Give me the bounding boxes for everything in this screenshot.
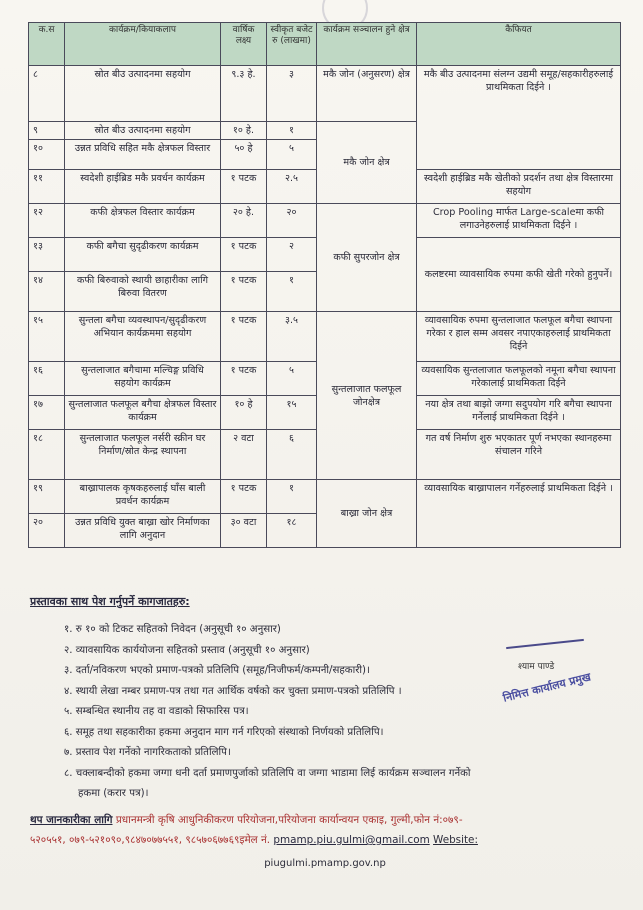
row-program: स्रोत बीउ उत्पादनमा सहयोग	[65, 122, 221, 140]
row-program: उन्नत प्रविधि सहित मकै क्षेत्रफल विस्तार	[65, 140, 221, 170]
documents-list	[64, 620, 624, 805]
list-item: ६. समूह तथा सहकारीका हकमा अनुदान माग गर्न गरिएको संस्थाको निर्णयको प्रतिलिपि।	[64, 726, 384, 738]
row-sn: १७	[29, 396, 65, 430]
list-item: १. रु १० को टिकट सहितको निवेदन (अनुसूची १० अनुसार)	[64, 624, 281, 635]
row-program: उन्नत प्रविधि युक्त बाख्रा खोर निर्माणका लागि अनुदान	[65, 514, 221, 548]
row-target: १ पटक	[221, 312, 267, 362]
row-area: मकै जोन क्षेत्र	[317, 122, 417, 204]
table-header-row	[29, 23, 621, 66]
row-remarks: कलष्टरमा व्यावसायिक रुपमा कफी खेती गरेको हुनुपर्ने।	[417, 238, 621, 312]
row-remarks: स्वदेशी हाईब्रिड मकै खेतीको प्रदर्शन तथा क्षेत्र विस्तारमा सहयोग	[417, 170, 621, 204]
row-sn: २०	[29, 514, 65, 548]
row-remarks: नया क्षेत्र तथा बाझो जग्गा सदुपयोग गरि बगैचा स्थापना गर्नेलाई प्राथमिकता दिईने ।	[417, 396, 621, 430]
documents-section-title: प्रस्तावका साथ पेश गर्नुपर्ने कागजातहरु:	[30, 595, 190, 608]
row-area: कफी सुपरजोन क्षेत्र	[317, 204, 417, 312]
row-sn: १२	[29, 204, 65, 238]
header-annual-target: वार्षिक लक्ष्य	[221, 23, 267, 66]
row-program: सुन्तला बगैचा व्यवस्थापन/सुदृढीकरण अभियान कार्यक्रममा सहयोग	[65, 312, 221, 362]
row-budget: ६	[267, 430, 317, 480]
row-target: १ पटक	[221, 238, 267, 272]
row-target: १ पटक	[221, 170, 267, 204]
row-budget: ५	[267, 140, 317, 170]
header-budget: स्वीकृत बजेट रु (लाखमा)	[267, 23, 317, 66]
list-item: ७. प्रस्ताव पेश गर्नेको नागरिकताको प्रतिलिपि।	[64, 747, 231, 758]
row-area: बाख्रा जोन क्षेत्र	[317, 480, 417, 548]
row-target: २ वटा	[221, 430, 267, 480]
list-item: ८. चक्लाबन्दीको हकमा जग्गा धनी दर्ता प्रमाणपुर्जाको प्रतिलिपि वा जग्गा भाडामा लिई कार्यक्रम सञ्चालन गर्नेको	[64, 767, 471, 779]
row-target: २० हे.	[221, 204, 267, 238]
header-area: कार्यक्रम सञ्चालन हुने क्षेत्र	[317, 23, 417, 66]
row-program: स्वदेशी हाईब्रिड मकै प्रवर्धन कार्यक्रम	[65, 170, 221, 204]
row-sn: १४	[29, 272, 65, 312]
row-budget: १५	[267, 396, 317, 430]
row-remarks: Crop Pooling मार्फत Large-scaleमा कफी लगाउनेहरुलाई प्राथमिकता दिईने ।	[417, 204, 621, 238]
row-budget: २०	[267, 204, 317, 238]
header-program: कार्यक्रम/कियाकलाप	[65, 23, 221, 66]
row-target: १ पटक	[221, 272, 267, 312]
row-sn: ९	[29, 122, 65, 140]
row-target: ९.३ हे.	[221, 66, 267, 122]
contact-label: थप जानकारीका लागि	[30, 814, 113, 826]
row-budget: १८	[267, 514, 317, 548]
row-target: १० हे.	[221, 122, 267, 140]
row-budget: १	[267, 480, 317, 514]
row-budget: ३.५	[267, 312, 317, 362]
office-stamp: निमित्त कार्यालय प्रमुख	[501, 670, 593, 705]
row-program: कफी क्षेत्रफल विस्तार कार्यक्रम	[65, 204, 221, 238]
row-budget: २.५	[267, 170, 317, 204]
row-program: सुन्तलाजात फलफूल नर्सरी स्क्रीन घर निर्माण/स्रोत केन्द्र स्थापना	[65, 430, 221, 480]
row-remarks: व्यावसायिक रुपमा सुन्तलाजात फलफूल बगैचा स्थापना गरेका र हाल सम्म अवसर नपाएकाहरुलाई प्राथमिकता दिईने	[417, 312, 621, 362]
table-row	[29, 480, 621, 514]
row-target: १ पटक	[221, 480, 267, 514]
row-program: बाख्रापालक कृषकहरुलाई घाँस बाली प्रवर्धन कार्यक्रम	[65, 480, 221, 514]
row-remarks: मकै बीउ उत्पादनमा संलग्न उद्यमी समूह/सहकारीहरुलाई प्राथमिकता दिईने ।	[417, 66, 621, 170]
website-label: Website:	[433, 834, 478, 846]
contact-email[interactable]: pmamp.piu.gulmi@gmail.com	[273, 834, 430, 846]
row-program: सुन्तलाजात बगैचामा मल्चिङ्ग प्रविधि सहयोग कार्यक्रम	[65, 362, 221, 396]
row-target: १० हे	[221, 396, 267, 430]
row-target: १ पटक	[221, 362, 267, 396]
row-program: स्रोत बीउ उत्पादनमा सहयोग	[65, 66, 221, 122]
contact-organization: प्रधानमन्त्री कृषि आधुनिकीकरण परियोजना,परियोजना कार्यान्वयन एकाइ, गुल्मी,फोन नं:०७९-	[115, 814, 463, 826]
row-remarks: व्यावसायिक बाख्रापालन गर्नेहरुलाई प्राथमिकता दिईने ।	[417, 480, 621, 548]
row-program: कफी बगैचा सुदृढीकरण कार्यक्रम	[65, 238, 221, 272]
list-item: ५. सम्बन्धित स्थानीय तह वा वडाको सिफारिस पत्र।	[64, 706, 249, 717]
signatory-name: श्याम पाण्डे	[518, 662, 555, 672]
row-sn: १६	[29, 362, 65, 396]
header-sn: क.स	[29, 23, 65, 66]
list-item: ४. स्थायी लेखा नम्बर प्रमाण-पत्र तथा गत आर्थिक वर्षको कर चुक्ता प्रमाण-पत्रको प्रतिलिपि ।	[64, 685, 402, 697]
row-sn: १५	[29, 312, 65, 362]
row-budget: २	[267, 238, 317, 272]
table-row	[29, 66, 621, 122]
row-budget: १	[267, 272, 317, 312]
row-budget: ३	[267, 66, 317, 122]
list-item: २. व्यावसायिक कार्ययोजना सहितको प्रस्ताव (अनुसूची १० अनुसार)	[64, 644, 310, 656]
row-program: सुन्तलाजात फलफूल बगैचा क्षेत्रफल विस्तार कार्यक्रम	[65, 396, 221, 430]
list-item: ३. दर्ता/नविकरण भएको प्रमाण-पत्रको प्रतिलिपि (समूह/निजीफर्म/कम्पनी/सहकारी)।	[64, 665, 370, 676]
row-sn: १९	[29, 480, 65, 514]
website-link[interactable]: piugulmi.pmamp.gov.np	[264, 858, 386, 869]
row-area: सुन्तलाजात फलफूल जोनक्षेत्र	[317, 312, 417, 480]
row-sn: ११	[29, 170, 65, 204]
row-sn: १०	[29, 140, 65, 170]
row-budget: १	[267, 122, 317, 140]
row-remarks: व्यवसायिक सुन्तलाजात फलफूलको नमूना बगैचा स्थापना गरेकालाई प्राथमिकता दिईने	[417, 362, 621, 396]
list-item: हकमा (करार पत्र)।	[78, 788, 149, 799]
row-area: मकै जोन (अनुसरण) क्षेत्र	[317, 66, 417, 122]
contact-phones: ५२०५५१, ०७९-५२१०९०,९८४७०७७५५१, ९८५७०६७७६९इमेल नं.	[30, 834, 271, 846]
table-row	[29, 312, 621, 362]
row-budget: ५	[267, 362, 317, 396]
contact-info	[30, 810, 620, 874]
row-sn: १८	[29, 430, 65, 480]
row-program: कफी बिरुवाको स्थायी छाहारीका लागि बिरुवा वितरण	[65, 272, 221, 312]
row-target: ३० वटा	[221, 514, 267, 548]
row-target: ५० हे	[221, 140, 267, 170]
table-row	[29, 204, 621, 238]
program-table	[28, 22, 621, 548]
row-sn: १३	[29, 238, 65, 272]
row-sn: ८	[29, 66, 65, 122]
row-remarks: गत वर्ष निर्माण शुरु भएकातर पूर्ण नभएका स्थानहरुमा संचालन गरिने	[417, 430, 621, 480]
header-remarks: कैफियत	[417, 23, 621, 66]
